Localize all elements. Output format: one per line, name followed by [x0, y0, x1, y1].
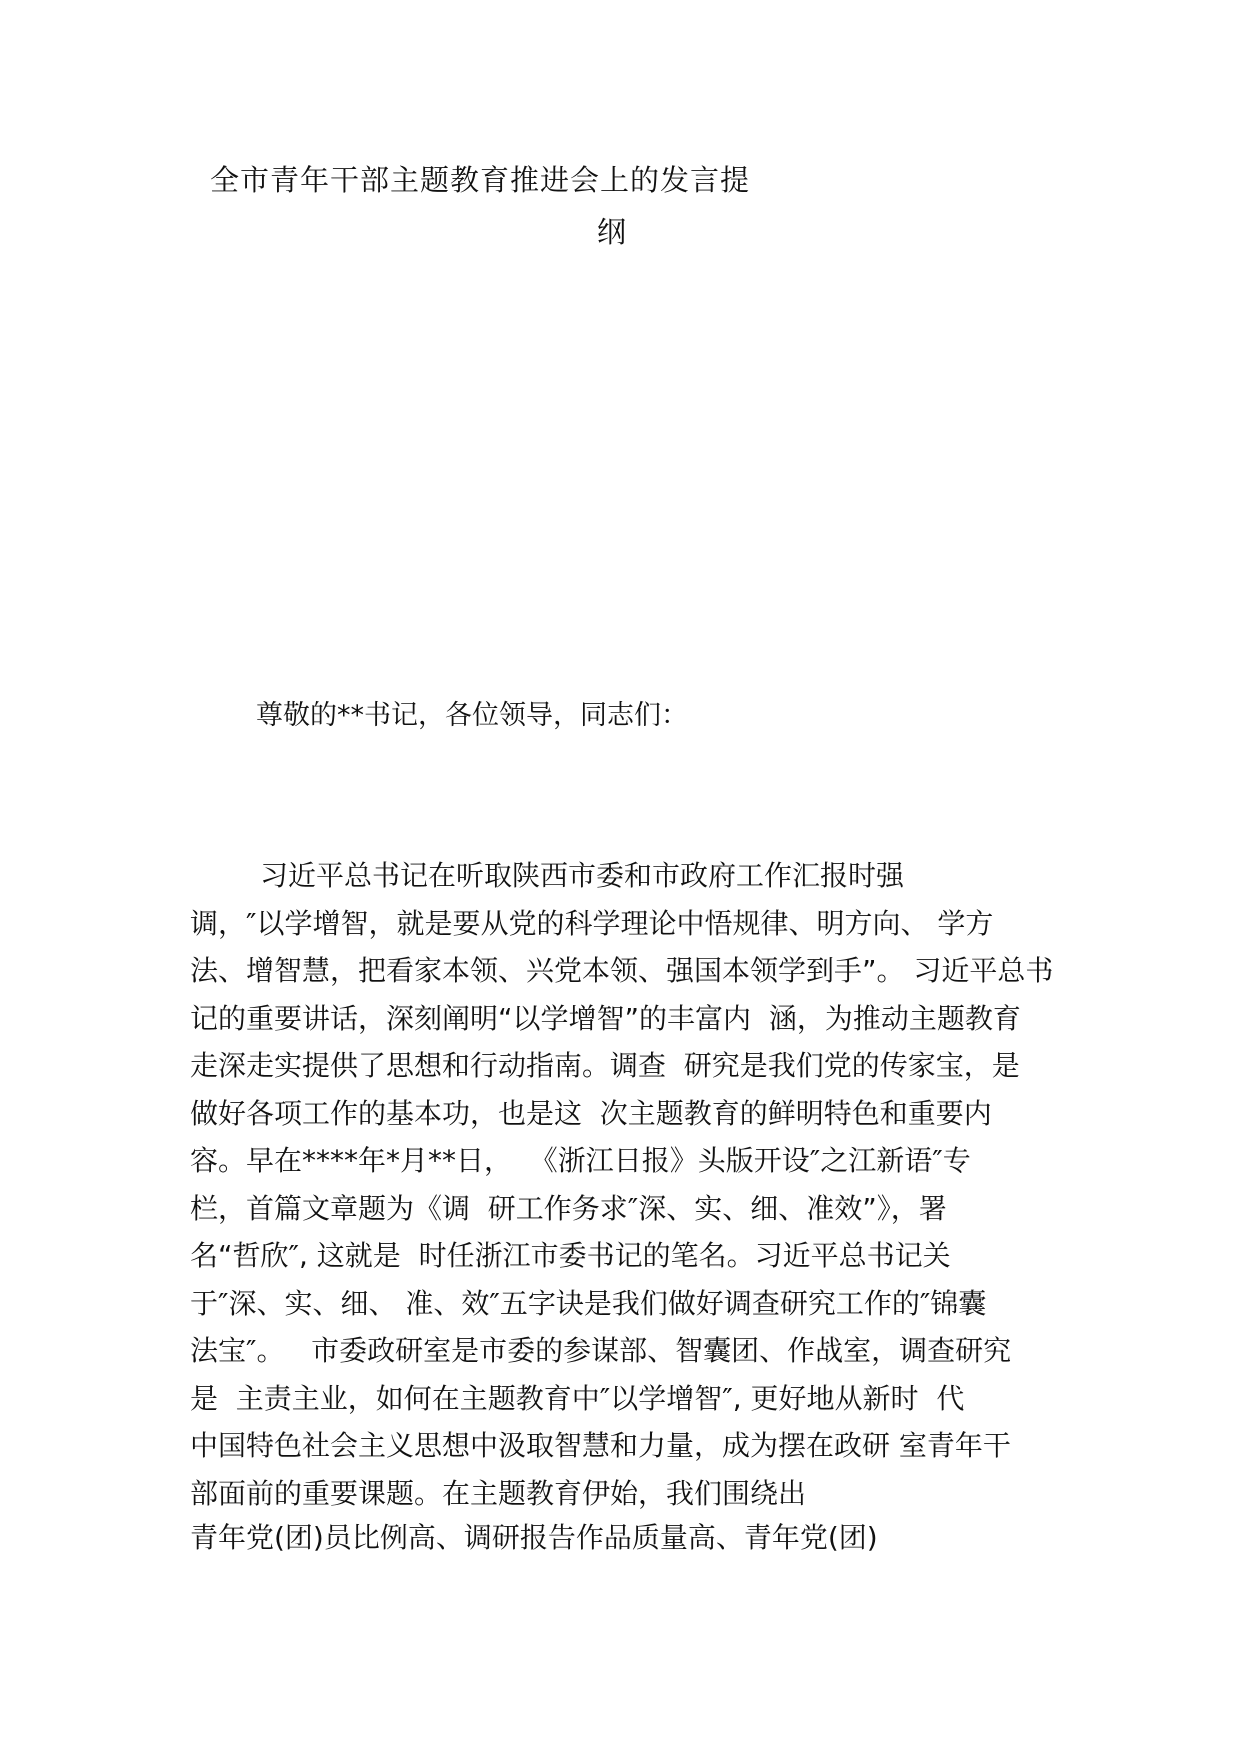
body-line-continuation: 青年党(团)员比例高、调研报告作品质量高、青年党(团)	[190, 1521, 878, 1554]
body-line: 做好各项工作的基本功，也是这 次主题教育的鲜明特色和重要内	[190, 1096, 992, 1130]
body-line: 是 主责主业，如何在主题教育中″以学增智″, 更好地从新时 代	[190, 1381, 965, 1415]
body-line: 调，″以学增智，就是要从党的科学理论中悟规律、明方向、 学方	[190, 906, 994, 940]
body-line: 中国特色社会主义思想中汲取智慧和力量，成为摆在政研 室青年干	[190, 1429, 1011, 1462]
body-paragraph	[190, 852, 1090, 1517]
body-line: 法宝″。 市委政研室是市委的参谋部、智囊团、作战室，调查研究	[190, 1334, 1012, 1367]
body-line: 于″深、实、细、 准、效″五字诀是我们做好调查研究工作的″锦囊	[190, 1286, 987, 1320]
document-title-line-2: 纲	[597, 215, 627, 249]
body-line: 容。早在****年*月**日， 《浙江日报》头版开设″之江新语″专	[190, 1144, 971, 1177]
body-line: 记的重要讲话，深刻阐明“以学增智”的丰富内 涵，为推动主题教育	[190, 1001, 1021, 1035]
document-title-line-1: 全市青年干部主题教育推进会上的发言提	[210, 163, 751, 197]
body-line: 法、增智慧，把看家本领、兴党本领、强国本领学到手”。 习近平总书	[190, 954, 1054, 987]
body-line: 走深走实提供了思想和行动指南。调查 研究是我们党的传家宝，是	[190, 1049, 1020, 1082]
salutation: 尊敬的**书记，各位领导，同志们：	[256, 700, 688, 731]
body-line: 栏，首篇文章题为《调 研工作务求″深、实、细、准效”》，署	[190, 1191, 947, 1225]
body-line: 习近平总书记在听取陕西市委和市政府工作汇报时强	[260, 859, 905, 892]
body-line: 部面前的重要课题。在主题教育伊始，我们围绕出	[190, 1476, 807, 1510]
body-line: 名“哲欣″, 这就是 时任浙江市委书记的笔名。习近平总书记关	[190, 1239, 951, 1272]
